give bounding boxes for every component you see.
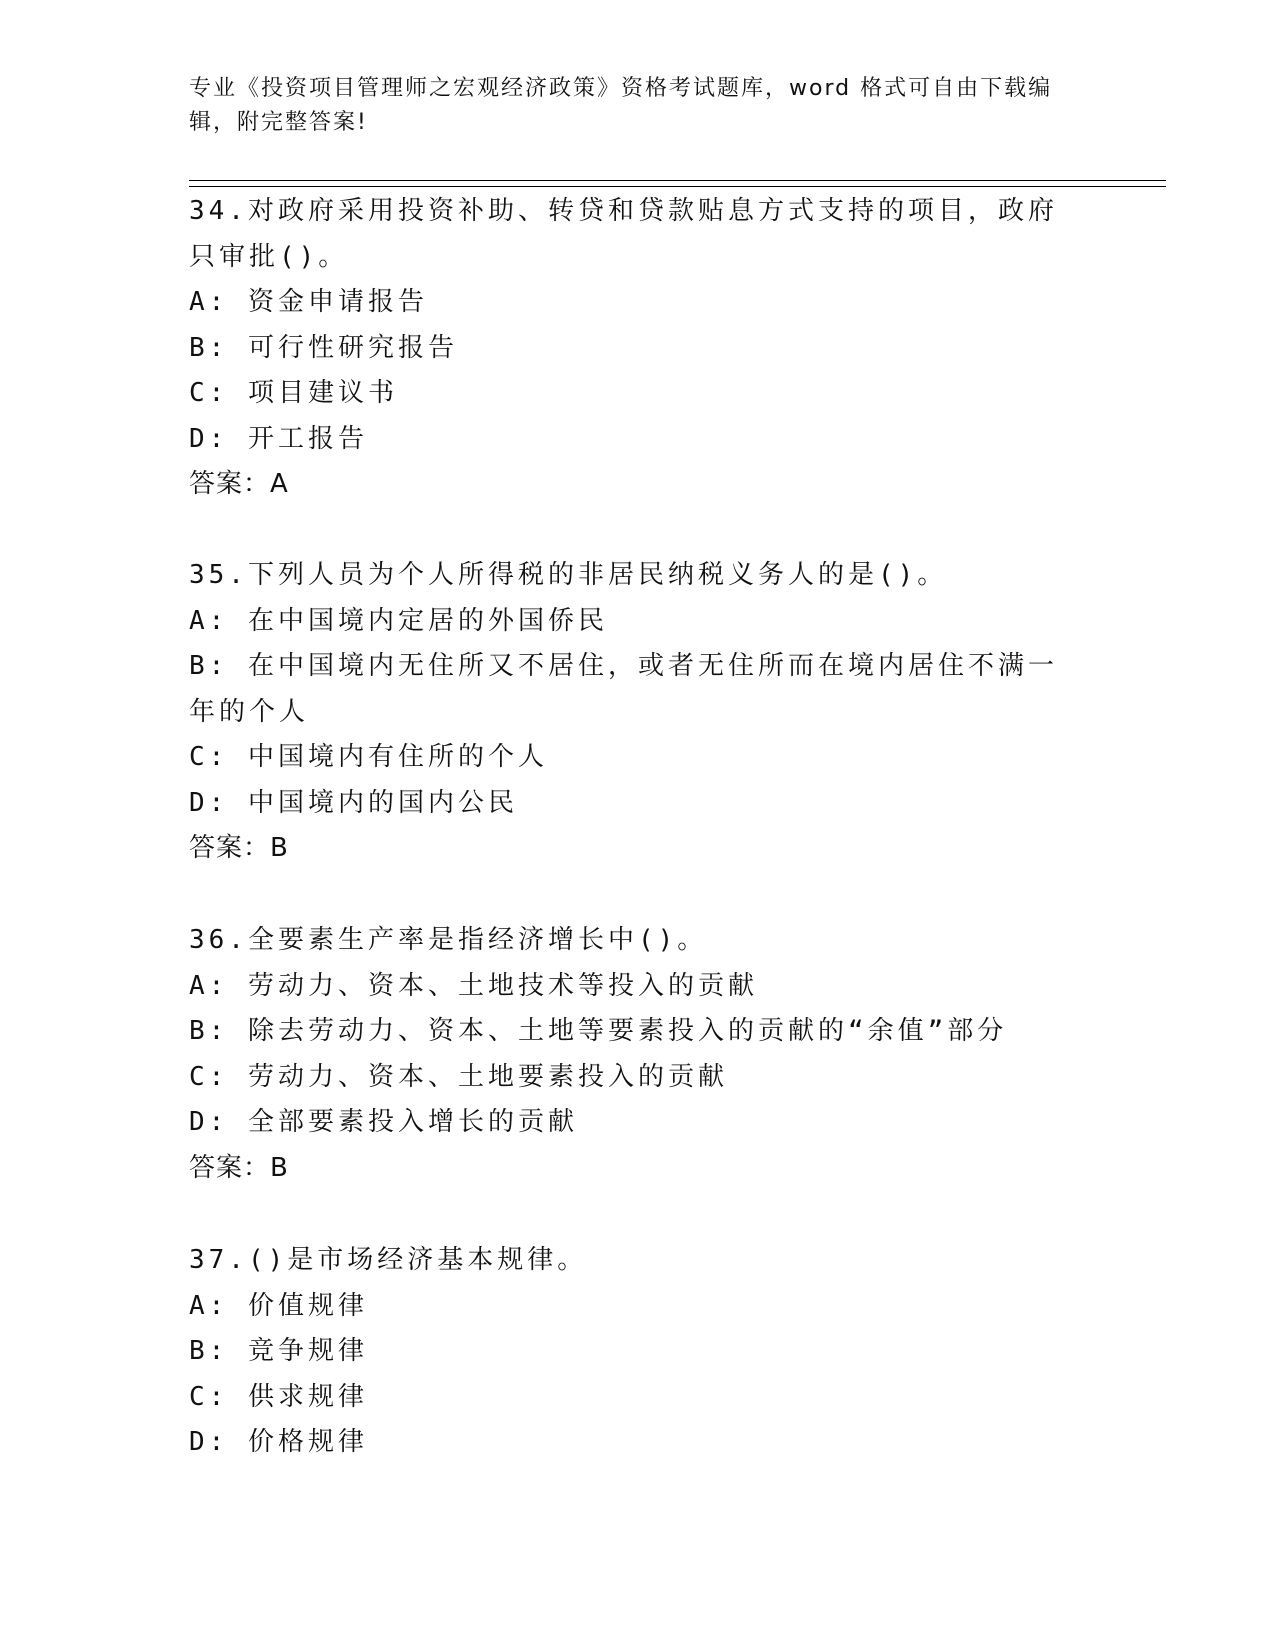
option-b: B: 除去劳动力、资本、土地等要素投入的贡献的“余值”部分	[189, 1016, 1008, 1046]
option-a: A: 劳动力、资本、土地技术等投入的贡献	[189, 970, 758, 1001]
answer-line: 答案：A	[189, 469, 289, 499]
question-stem: 37.()是市场经济基本规律。	[189, 1245, 588, 1275]
option-d: D: 全部要素投入增长的贡献	[189, 1107, 578, 1137]
header-divider-bottom	[189, 186, 1166, 187]
option-c: C: 中国境内有住所的个人	[189, 742, 548, 772]
question-stem: 34.对政府采用投资补助、转贷和贷款贴息方式支持的项目，政府只审批()。	[189, 196, 1058, 272]
question-35	[189, 553, 1089, 872]
question-34	[189, 189, 1089, 508]
question-stem: 35.下列人员为个人所得税的非居民纳税义务人的是()。	[189, 560, 948, 590]
option-b: B: 竞争规律	[189, 1336, 368, 1366]
option-c: C: 供求规律	[189, 1381, 368, 1412]
header-divider-top	[189, 180, 1166, 181]
question-stem: 36.全要素生产率是指经济增长中()。	[189, 925, 708, 955]
option-b: B: 在中国境内无住所又不居住，或者无住所而在境内居住不满一年的个人	[189, 651, 1058, 727]
option-d: D: 开工报告	[189, 423, 368, 454]
answer-line: 答案：B	[189, 833, 289, 863]
option-a: A: 在中国境内定居的外国侨民	[189, 605, 608, 636]
option-b: B: 可行性研究报告	[189, 332, 458, 363]
option-a: A: 资金申请报告	[189, 287, 428, 317]
option-c: C: 项目建议书	[189, 378, 398, 408]
option-c: C: 劳动力、资本、土地要素投入的贡献	[189, 1061, 728, 1092]
option-a: A: 价值规律	[189, 1290, 368, 1321]
question-37	[189, 1238, 1089, 1466]
option-d: D: 价格规律	[189, 1427, 368, 1457]
answer-line: 答案：B	[189, 1152, 289, 1183]
question-36	[189, 918, 1089, 1191]
document-header: 专业《投资项目管理师之宏观经济政策》资格考试题库，word 格式可自由下载编辑，附完整答案!	[189, 76, 1053, 135]
option-d: D: 中国境内的国内公民	[189, 787, 518, 818]
